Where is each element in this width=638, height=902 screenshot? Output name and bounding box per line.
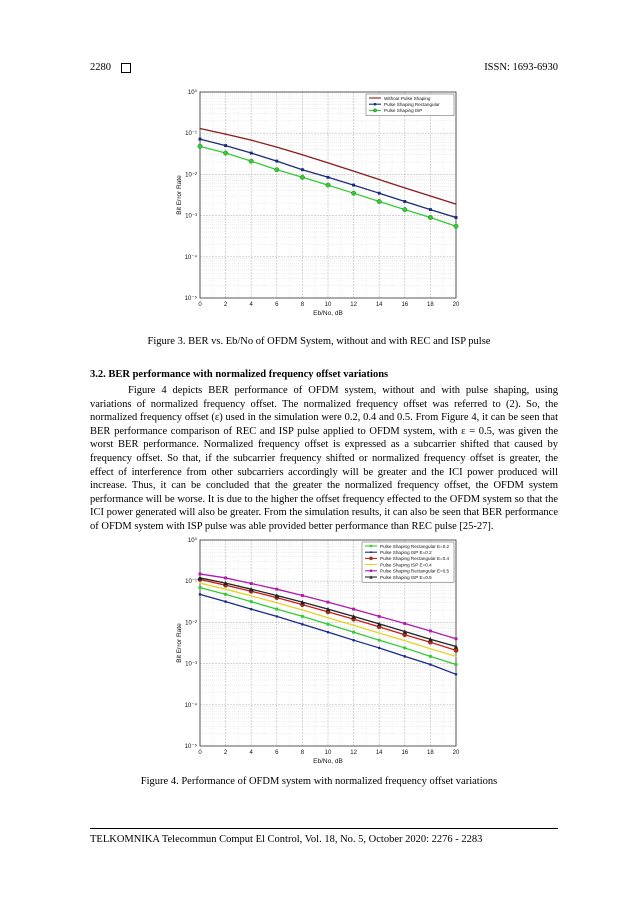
x-tick-label: 20 (452, 302, 460, 308)
y-tick-label: 10⁻⁴ (184, 702, 197, 709)
y-tick-label: 10⁻² (185, 620, 197, 627)
y-tick-label: 10⁻¹ (185, 579, 197, 586)
data-point (199, 128, 200, 129)
section-heading: 3.2. BER performance with normalized frequency offset variations (90, 369, 389, 380)
legend-label: Pulse Shaping Rectangular E=0.5 (380, 568, 450, 574)
data-point (276, 608, 278, 610)
data-point (327, 631, 330, 634)
data-point (327, 623, 329, 625)
data-point (250, 152, 252, 154)
legend-label: Pulse Shaping ISP (384, 108, 423, 114)
data-point (373, 109, 376, 112)
y-tick-label: 10⁰ (187, 90, 197, 96)
legend-label: Pulse Shaping ISP E=0.2 (380, 550, 432, 555)
data-point (302, 609, 303, 610)
data-point (379, 179, 380, 180)
data-point (199, 573, 201, 575)
x-tick-label: 8 (300, 750, 305, 756)
data-point (370, 570, 372, 572)
data-point (455, 216, 457, 218)
data-point (428, 215, 432, 219)
section-paragraph: Figure 4 depicts BER performance of OFDM system, without and with pulse shaping, using variations of normalized frequency offset. The normalized frequency offset was referred to (2). So, the normalized frequency offset (ε) used in the simulation were 0.2, 0.4 and 0.5. From Figure 4, it can be seen that BER performance comparison of REC and ISP pulse applied to OFDM system, with ε = 0.5, was given the worst BER performance. Normalized frequency offset is expressed as a subcarrier shifted that caused by frequency offset. So that, if the subcarrier frequency shifted or normalized frequency offset is greater, the effect of interference from other subcarriers accordingly will be greater and the ICI power produced will increase. Thus, it can be concluded that the greater the normalized frequency offset, the OFDM system performance will be worse. It is due to the higher the offset frequency effected to the OFDM system so that the ICI power generated will also be greater. From the simulation results, it can also be seen that BER performance of OFDM system with ISP pulse was able provided better performance than REC pulse [25-27]. (90, 385, 558, 532)
data-point (351, 191, 355, 195)
x-tick-label: 16 (401, 302, 409, 308)
x-tick-label: 6 (275, 750, 279, 756)
figure-3-chart (172, 86, 472, 318)
legend-label: Pulse Shaping Rectangular (384, 102, 440, 107)
x-tick-label: 2 (223, 750, 228, 756)
data-point (352, 639, 355, 642)
data-point (430, 648, 431, 649)
data-point (455, 673, 458, 676)
figure-3-caption: Figure 3. BER vs. Eb/No of OFDM System, without and with REC and ISP pulse (147, 336, 491, 347)
data-point (225, 589, 226, 590)
data-point (404, 655, 407, 658)
x-tick-label: 18 (427, 302, 434, 308)
legend-label: Without Pulse Shaping (384, 95, 431, 101)
x-tick-label: 10 (324, 302, 332, 308)
data-point (250, 582, 252, 584)
y-tick-label: 10⁻⁴ (184, 254, 197, 261)
y-axis-label: Bit Error Rate (176, 175, 183, 215)
data-point (276, 146, 277, 147)
x-tick-label: 12 (350, 302, 357, 308)
x-tick-label: 4 (249, 302, 253, 308)
y-tick-label: 10⁻² (185, 172, 197, 179)
figure-4 (172, 534, 472, 771)
data-point (327, 176, 329, 178)
footer-citation: TELKOMNIKA Telecommun Comput El Control, Vol. 18, No. 5, October 2020: 2276 - 2283 (90, 834, 483, 845)
data-point (327, 617, 328, 618)
footer-rule (90, 828, 558, 829)
legend-label: Pulse Shaping Rectangular E=0.4 (380, 556, 450, 562)
y-tick-label: 10⁻¹ (185, 131, 197, 138)
legend-label: Pulse Shaping Rectangular E=0.2 (380, 543, 450, 549)
data-point (251, 595, 252, 596)
x-axis-label: Eb/No, dB (313, 758, 343, 765)
data-point (353, 171, 354, 172)
data-point (199, 593, 202, 596)
data-point (276, 160, 278, 162)
y-tick-label: 10⁰ (187, 538, 197, 544)
data-point (352, 631, 354, 633)
data-point (301, 594, 303, 596)
data-point (352, 608, 354, 610)
data-point (404, 622, 406, 624)
data-point (379, 632, 380, 633)
y-tick-label: 10⁻⁵ (184, 744, 197, 750)
data-point (249, 159, 253, 163)
running-header-left (90, 62, 131, 73)
figure-4-caption: Figure 4. Performance of OFDM system with normalized frequency offset variations (140, 776, 498, 787)
x-tick-label: 4 (249, 750, 253, 756)
y-axis-label: Bit Error Rate (176, 623, 183, 663)
data-point (300, 175, 304, 179)
y-tick-label: 10⁻³ (185, 213, 197, 220)
data-point (250, 608, 253, 611)
x-tick-label: 2 (223, 302, 228, 308)
data-point (327, 162, 328, 163)
data-point (371, 564, 372, 565)
data-point (429, 663, 432, 666)
legend-label: Pulse Shaping ISP E=0.5 (380, 574, 432, 580)
x-tick-label: 18 (427, 750, 434, 756)
data-point (250, 600, 252, 602)
data-point (404, 640, 405, 641)
data-point (199, 138, 201, 140)
data-point (429, 655, 431, 657)
data-point (378, 192, 380, 194)
data-point (429, 630, 431, 632)
data-point (352, 184, 354, 186)
data-point (455, 663, 457, 665)
checkbox-glyph-icon (121, 63, 131, 73)
data-point (224, 593, 226, 595)
data-point (375, 98, 376, 99)
data-point (429, 208, 431, 210)
data-point (224, 577, 226, 579)
data-point (276, 602, 277, 603)
data-point (225, 134, 226, 135)
x-tick-label: 6 (275, 302, 279, 308)
data-point (198, 144, 202, 148)
y-tick-label: 10⁻³ (185, 661, 197, 668)
data-point (374, 103, 376, 105)
x-axis-label: Eb/No, dB (313, 310, 343, 317)
x-tick-label: 0 (198, 750, 202, 756)
data-point (370, 551, 372, 553)
data-point (403, 207, 407, 211)
data-point (326, 183, 330, 187)
figure-4-chart (172, 534, 472, 766)
data-point (377, 199, 381, 203)
data-point (302, 154, 303, 155)
x-tick-label: 0 (198, 302, 202, 308)
data-point (404, 200, 406, 202)
x-tick-label: 10 (324, 750, 332, 756)
data-point (369, 557, 372, 560)
data-point (455, 656, 456, 657)
data-point (370, 545, 372, 547)
data-point (378, 647, 381, 650)
data-point (199, 582, 200, 583)
data-point (301, 169, 303, 171)
data-point (301, 623, 304, 626)
data-point (404, 647, 406, 649)
figure-3 (172, 86, 472, 323)
data-point (276, 615, 279, 618)
data-point (378, 615, 380, 617)
data-point (223, 151, 227, 155)
data-point (353, 625, 354, 626)
data-point (430, 195, 431, 196)
issn-label: ISSN: 1693-6930 (484, 62, 558, 73)
x-tick-label: 12 (350, 750, 357, 756)
data-point (224, 600, 227, 603)
data-point (251, 140, 252, 141)
section-body (90, 384, 558, 534)
data-point (199, 586, 201, 588)
data-point (327, 601, 329, 603)
y-tick-label: 10⁻⁵ (184, 296, 197, 302)
x-tick-label: 8 (300, 302, 305, 308)
x-tick-label: 20 (452, 750, 460, 756)
data-point (378, 639, 380, 641)
data-point (454, 648, 458, 652)
data-point (455, 638, 457, 640)
data-point (275, 168, 279, 172)
legend-label: Pulse Shaping ISP E=0.4 (380, 562, 432, 568)
x-tick-label: 14 (375, 750, 383, 756)
data-point (276, 588, 278, 590)
data-point (224, 144, 226, 146)
data-point (455, 204, 456, 205)
data-point (454, 224, 458, 228)
data-point (404, 187, 405, 188)
data-point (301, 615, 303, 617)
page-number: 2280 (90, 62, 111, 73)
x-tick-label: 16 (401, 750, 409, 756)
x-tick-label: 14 (375, 302, 383, 308)
